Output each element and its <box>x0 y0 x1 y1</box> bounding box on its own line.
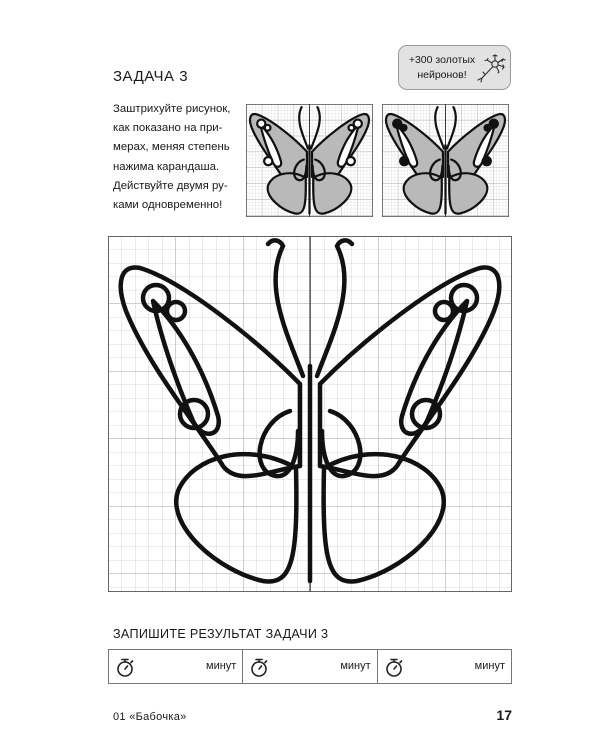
result-cell-2[interactable] <box>243 650 377 683</box>
instruction-line: Заштрихуйте рисунок, <box>113 103 231 115</box>
instruction-line: нажима карандаша. <box>113 160 220 173</box>
task-instructions <box>113 100 241 215</box>
task-title: ЗАДАЧА 3 <box>113 68 189 85</box>
neuron-icon <box>477 52 507 84</box>
bonus-line: нейронов! <box>417 69 467 81</box>
bonus-text <box>407 53 477 83</box>
result-table <box>108 649 512 684</box>
unit-label: минут <box>474 660 505 672</box>
instruction-line: как показано на при- <box>113 122 223 135</box>
bonus-badge <box>398 45 511 90</box>
result-cell-1[interactable] <box>109 650 243 683</box>
stopwatch-icon <box>249 657 269 678</box>
page-number: 17 <box>496 707 512 723</box>
example-butterfly-2 <box>382 104 509 217</box>
instruction-line: Действуйте двумя ру- <box>113 179 228 192</box>
instruction-line: ками одновременно! <box>113 199 223 212</box>
stopwatch-icon <box>115 657 135 678</box>
stopwatch-icon <box>384 657 404 678</box>
unit-label: минут <box>340 660 371 672</box>
bonus-line: +300 золотых <box>408 54 476 66</box>
example-butterfly-1 <box>246 104 373 217</box>
result-cell-3[interactable] <box>378 650 511 683</box>
result-title: ЗАПИШИТЕ РЕЗУЛЬТАТ ЗАДАЧИ 3 <box>113 627 329 641</box>
main-butterfly-grid[interactable] <box>108 236 512 592</box>
section-label: 01 «Бабочка» <box>113 711 187 723</box>
instruction-line: мерах, меняя степень <box>113 141 230 154</box>
unit-label: минут <box>206 660 237 672</box>
